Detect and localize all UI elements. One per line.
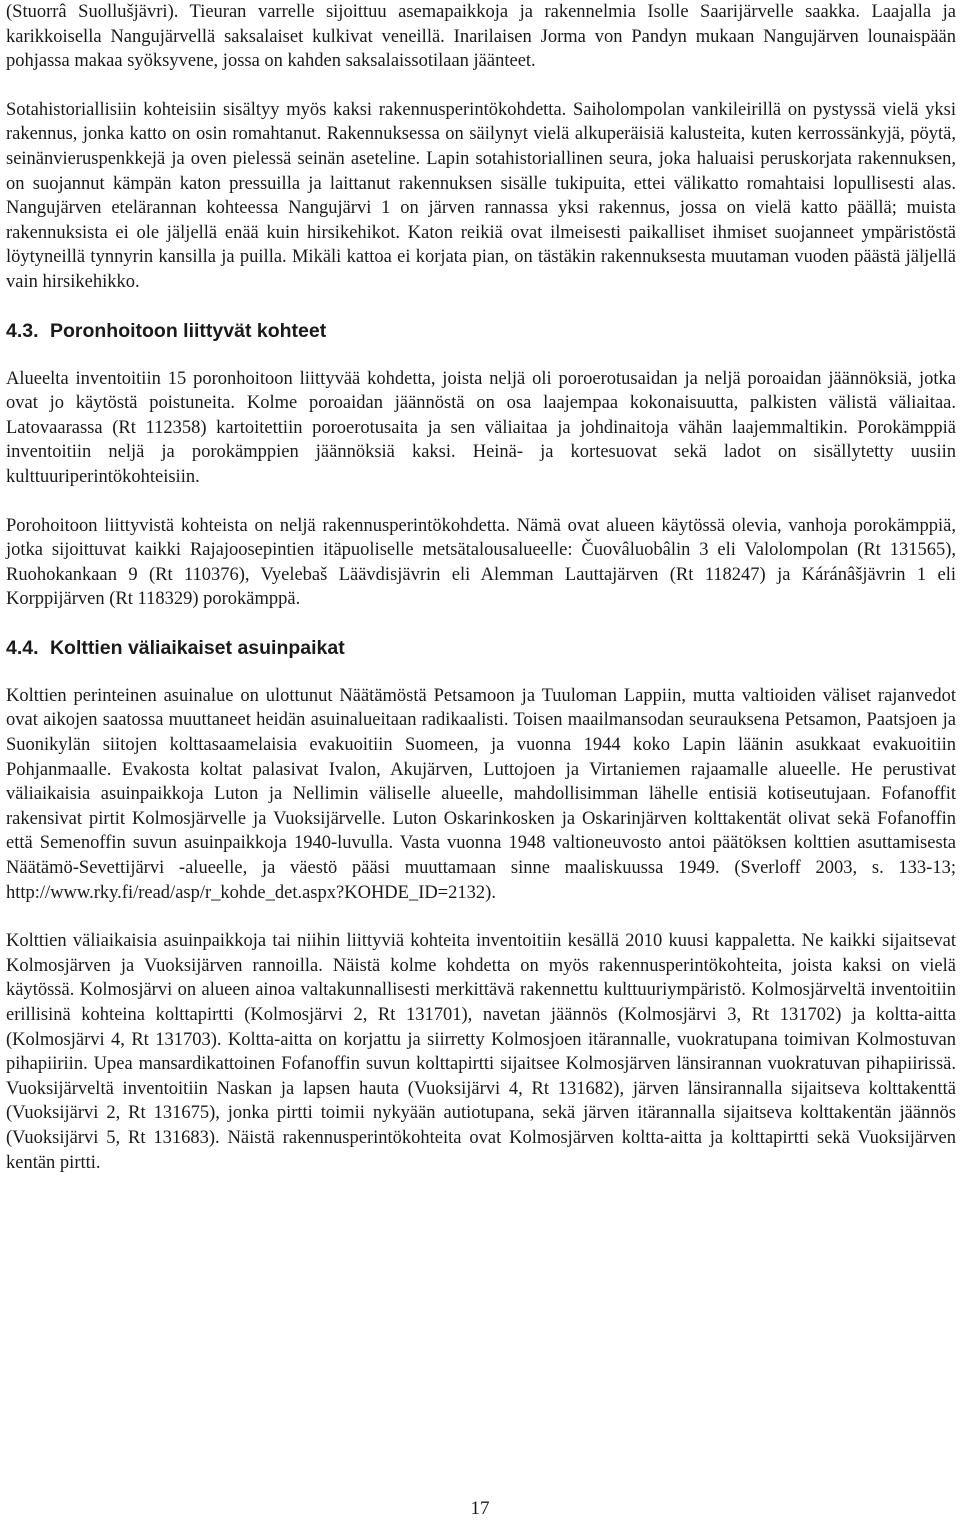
section-title: Poronhoitoon liittyvät kohteet [49, 319, 327, 342]
paragraph-military-heritage: Sotahistoriallisiin kohteisiin sisältyy myös kaksi rakennusperintökohdetta. Saiholompolan vankileirillä on pystyssä vielä yksi rakennus, jonka katto on osin romahtanut. Rakennuksessa on säilynyt vielä alkuperäisiä kalusteita, kuten kerrossänkyjä, pöytä, seinänvieruspenkkejä ja oven pielessä seinän aseteline. Lapin sotahistoriallinen seura, joka haluaisi peruskorjata rakennuksen, on suojannut kämpän katon pressuilla ja laittanut rakennuksen sisälle tukipuita, ettei välikatto romahtaisi lopullisesti alas. Nangujärven etelärannan kohteessa Nangujärvi 1 on järven rannassa yksi rakennus, jossa on vielä katto päällä; muista rakennuksista ei ole jäljellä enää kuin hirsikehikot. Katon reikiä ovat ilmeisesti paikalliset ihmiset suojanneet ympäristöstä löytyneillä tynnyrin kansilla ja puilla. Mikäli kattoa ei korjata pian, on tästäkin rakennuksesta muutaman vuoden päästä jäljellä vain hirsikehikko. [6, 99, 956, 292]
paragraph-intro-continuation: (Stuorrâ Suollušjävri). Tieuran varrelle sijoittuu asemapaikkoja ja rakennelmia Isolle Saarijärvelle saakka. Laajalla ja karikkoisella Nangujärvellä saksalaiset kulkivat veneillä. Inarilaisen Jorma von Pandyn mukaan Nangujärven lounaispään pohjassa makaa syöksyvene, jossa on kahden saksalaissotilaan jäänteet. [6, 2, 956, 72]
section-title: Kolttien väliaikaiset asuinpaikat [49, 636, 345, 659]
paragraph-skolt-inventory: Kolttien väliaikaisia asuinpaikkoja tai niihin liittyviä kohteita inventoitiin kesällä 2010 kuusi kappaletta. Ne kaikki sijaitsevat Kolmosjärven ja Vuoksijärven rannoilla. Näistä kolme kohdetta on myös rakennusperintökohteita, joista kaksi on vielä käytössä. Kolmosjärvi on alueen ainoa valtakunnallisesti merkittävä rakennettu kulttuuriympäristö. Kolmosjärveltä inventoitiin erillisinä kohteina kolttapirtti (Kolmosjärvi 2, Rt 131701), navetan jäännös (Kolmosjärvi 3, Rt 131702) ja koltta-aitta (Kolmosjärvi 4, Rt 131703). Koltta-aitta on korjattu ja siirretty Kolmosjoen itärannalle, vuokratupana toimivan Kolmostuvan pihapiiriin. Upea mansardikattoinen Fofanoffin suvun kolttapirtti sijaitsee Kolmosjärven länsirannan vuokratuvan pihapiirissä. Vuoksijärveltä inventoitiin Naskan ja lapsen hauta (Vuoksijärvi 4, Rt 131682), järven länsirannalla sijaitseva kolttakenttä (Vuoksijärvi 2, Rt 131675), jonka pirtti toimii nykyään autiotupana, sekä järven itärannalla sijaitseva kolttakentän jäännös (Vuoksijärvi 5, Rt 131683). Näistä rakennusperintökohteita ovat Kolmosjärven koltta-aitta ja kolttapirtti sekä Vuoksijärven kentän pirtti. [6, 931, 956, 1173]
page-content [6, 0, 956, 1175]
section-heading-reindeer [6, 319, 956, 343]
section-heading-skolt [6, 636, 956, 660]
section-number: 4.4. [6, 636, 39, 659]
paragraph-skolt-history: Kolttien perinteinen asuinalue on ulottunut Näätämöstä Petsamoon ja Tuuloman Lappiin, mutta valtioiden väliset rajanvedot ovat aikojen saatossa muuttaneet heidän asuinalueitaan radikaalisti. Toisen maailmansodan seurauksena Petsamon, Paatsjoen ja Suonikylän siitojen kolttasaamelaisia evakuoitiin Suomeen, ja vuonna 1944 koko Lapin läänin asukkaat evakuoitiin Pohjanmaalle. Evakosta koltat palasivat Ivalon, Akujärven, Luttojoen ja Virtaniemen rajaamalle alueelle. He perustivat väliaikaisia asuinpaikkoja Luton ja Nellimin väliselle alueelle, mahdollisimman lähelle entisiä kotiseutujaan. Fofanoffit rakensivat pirtit Kolmosjärvelle ja Vuoksijärvelle. Luton Oskarinkosken ja Oskarinjärven kolttakentät olivat sekä Fofanoffin että Semenoffin suvun asuinpaikkoja 1940-luvulla. Vasta vuonna 1948 valtioneuvosto antoi päätöksen kolttien asuttamisesta Näätämö-Sevettijärvi -alueelle, ja väestö pääsi muuttamaan sinne maaliskuussa 1949. (Sverloff 2003, s. 133-13; http://www.rky.fi/read/asp/r_kohde_det.aspx?KOHDE_ID=2132). [6, 685, 956, 903]
paragraph-reindeer-buildings: Porohoitoon liittyvistä kohteista on neljä rakennusperintökohdetta. Nämä ovat alueen käytössä olevia, vanhoja porokämppiä, jotka sijoittuvat kaikki Rajajoosepintien itäpuoliselle metsätalousalueelle: Čuovâluobâlin 3 eli Valolompolan (Rt 131565), Ruohokankaan 9 (Rt 110376), Vyelebaš Läävdisjävrin eli Alemman Lauttajärven (Rt 118247) ja Káránâšjävrin 1 eli Korppijärven (Rt 118329) porokämppä. [6, 515, 956, 610]
section-number: 4.3. [6, 319, 39, 342]
page-number: 17 [470, 1498, 490, 1519]
paragraph-reindeer-inventory: Alueelta inventoitiin 15 poronhoitoon liittyvää kohdetta, joista neljä oli poroerotusaidan ja neljä poroaidan jäännöksiä, jotka ovat jo käytöstä poistuneita. Kolme poroaidan jäännöstä on osa laajempaa kokonaisuutta, palkisten välistä väliaitaa. Latovaarassa (Rt 112358) kartoitettiin poroerotusaita ja sen väliaitaa ja johdinaitoja vähän laajemmaltikin. Porokämppiä inventoitiin neljä ja porokämppien jäännöksiä kaksi. Heinä- ja kortesuovat sekä ladot on sisällytetty uusiin kulttuuriperintökohteisiin. [6, 368, 956, 487]
